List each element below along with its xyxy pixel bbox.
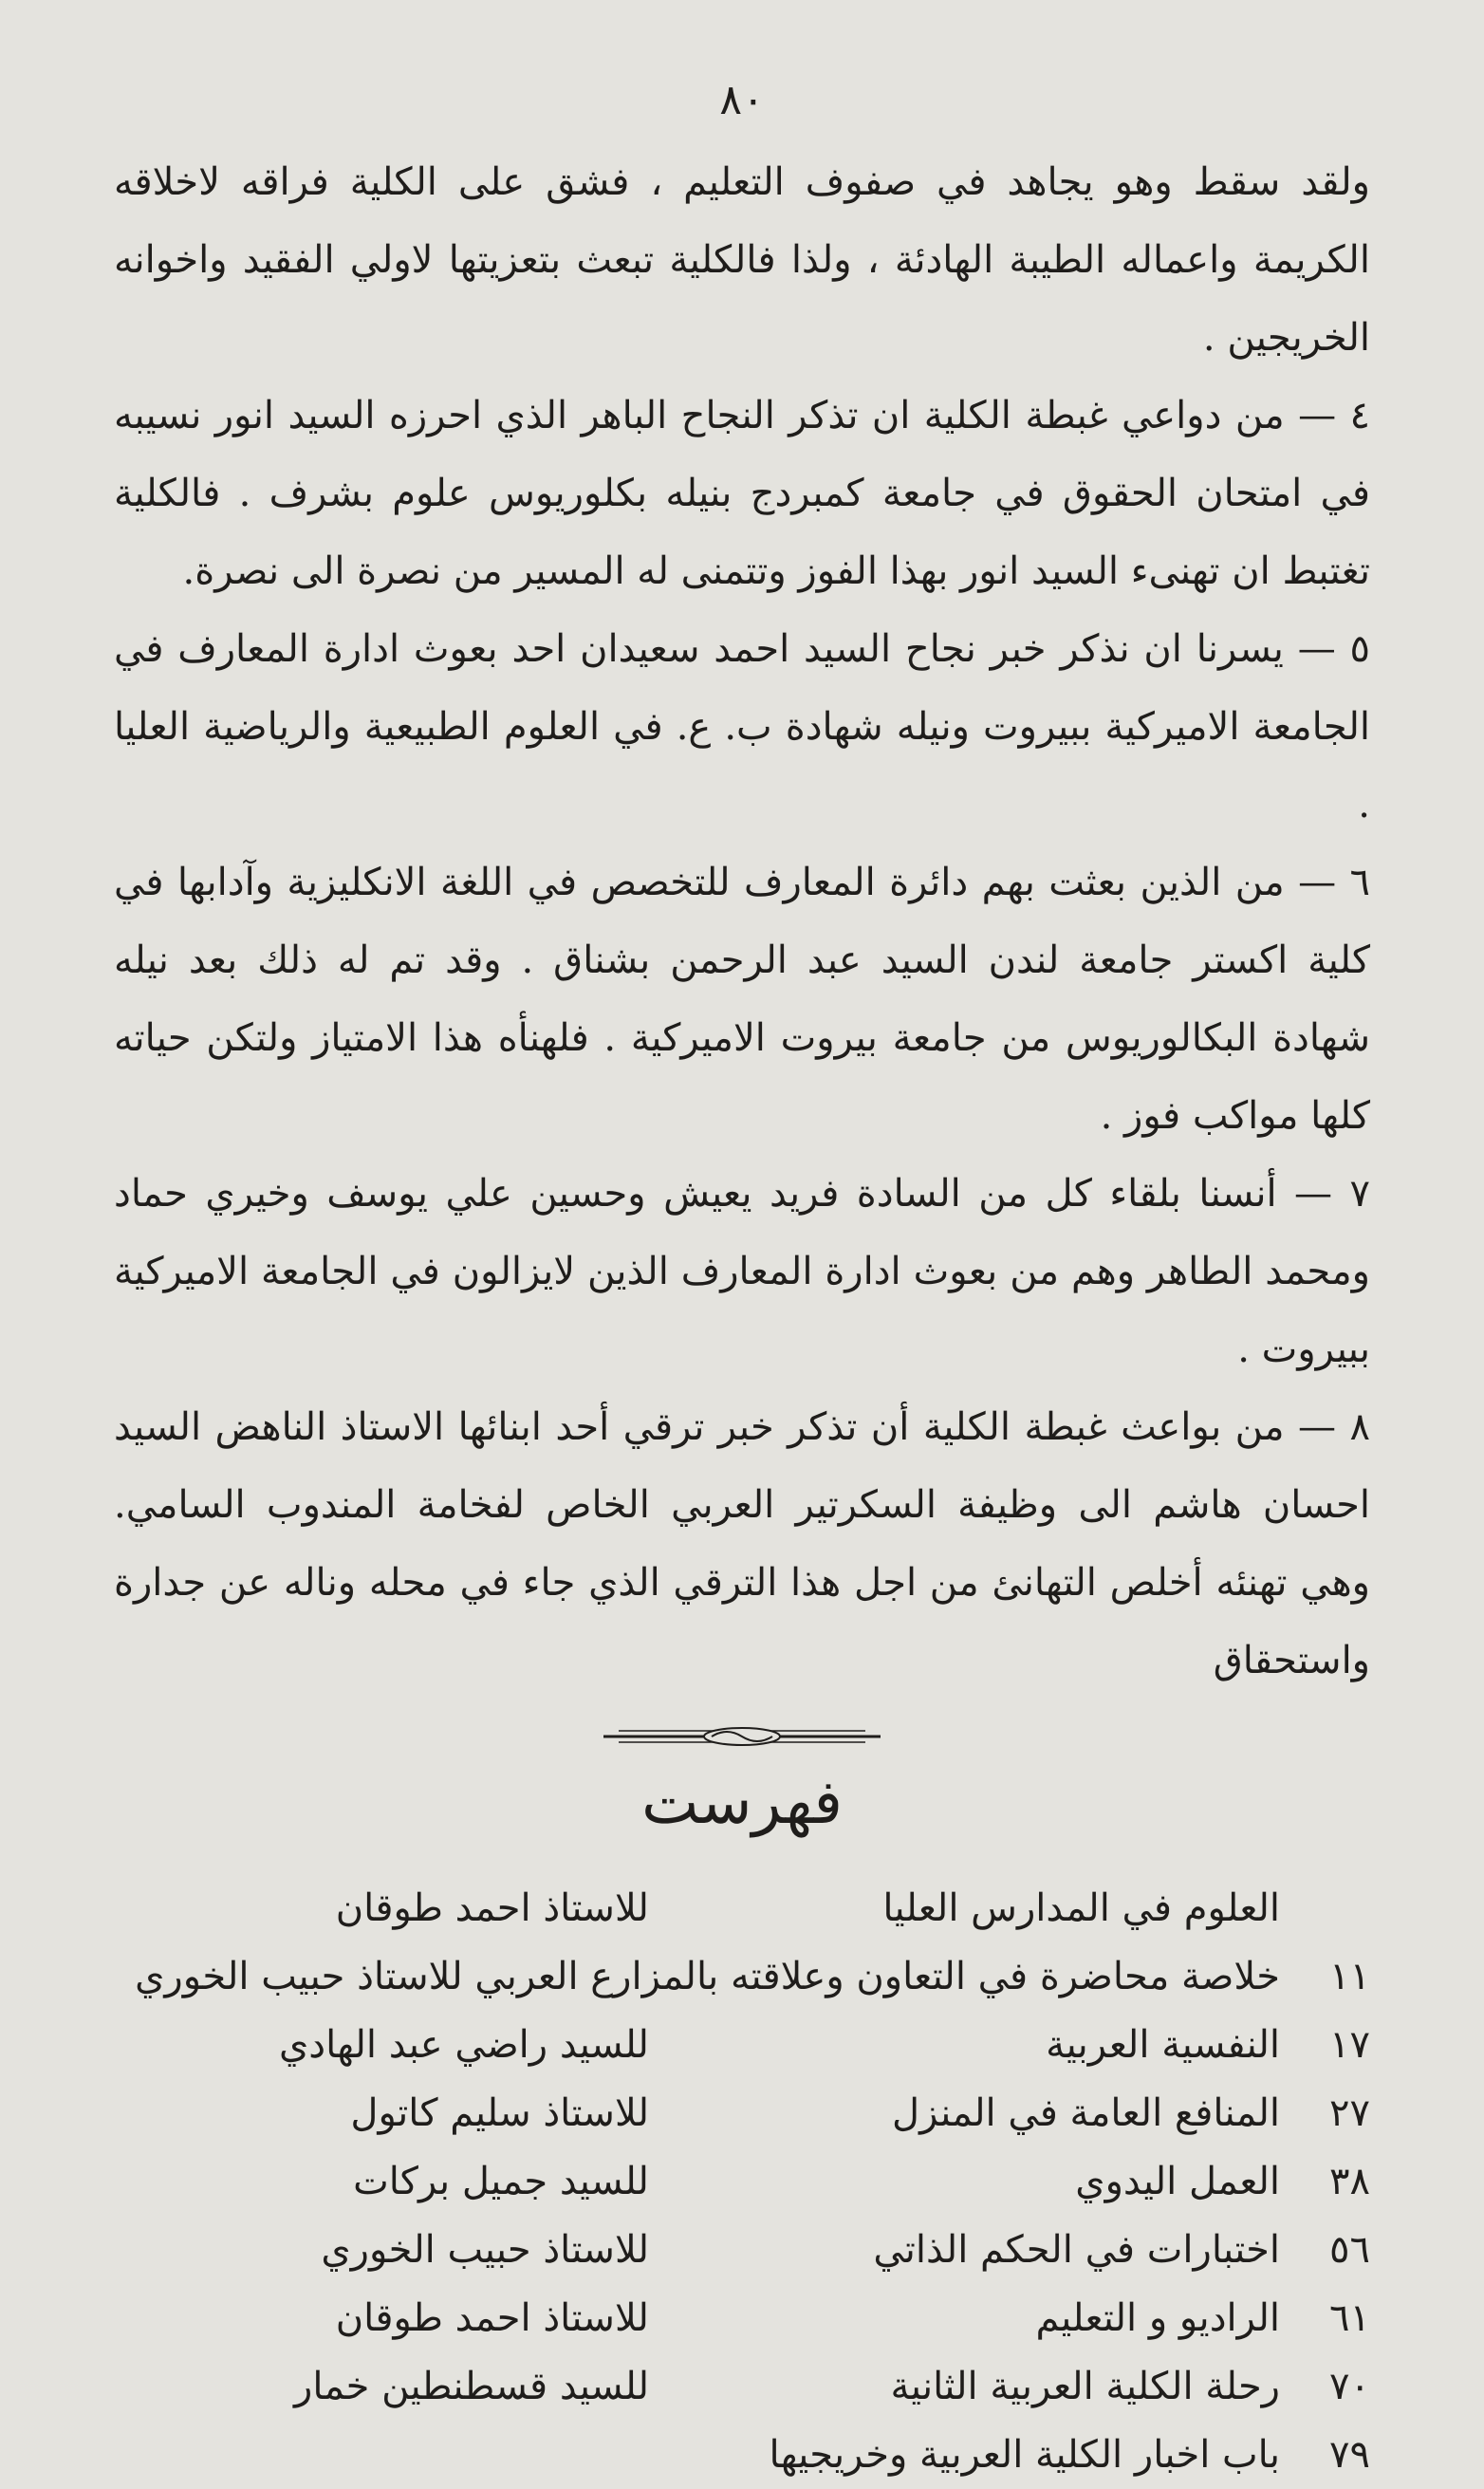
toc-entry	[114, 1874, 1370, 1942]
toc-entry	[114, 2079, 1370, 2147]
toc-page-number: ٢٧	[1329, 2091, 1370, 2135]
toc-page-number: ٥٦	[1329, 2228, 1370, 2272]
ornament-icon	[600, 1722, 884, 1751]
toc-entry	[114, 1942, 1370, 2011]
paragraph: ٦ — من الذين بعثت بهم دائرة المعارف للتخصص في اللغة الانكليزية وآدابها في كلية اكستر جامعة لندن السيد عبد الرحمن بشناق . وقد تم له ذلك بعد نيله شهادة البكالوريوس من جامعة بيروت الاميركية . فلهنأه هذا الامتياز ولتكن حياته كلها مواكب فوز .	[114, 861, 1370, 1138]
toc-entry	[114, 2421, 1370, 2489]
toc-entry-author: للسيد راضي عبد الهادي	[278, 2023, 649, 2067]
toc-page-number: ٧٠	[1329, 2365, 1370, 2408]
toc-entry-title: الراديو و التعليم	[1035, 2296, 1280, 2340]
paragraph: ٥ — يسرنا ان نذكر خبر نجاح السيد احمد سعيدان احد بعوث ادارة المعارف في الجامعة الاميركية ببيروت ونيله شهادة ب. ع. في العلوم الطبيعية والرياضية العليا .	[114, 627, 1370, 827]
toc-entry	[114, 2011, 1370, 2079]
toc-entry-author: للاستاذ احمد طوقان	[335, 1886, 649, 1930]
toc-entry-title: العمل اليدوي	[1075, 2160, 1280, 2203]
toc-entry	[114, 2352, 1370, 2421]
toc-page-number: ٣٨	[1329, 2160, 1370, 2203]
toc-entry	[114, 2284, 1370, 2352]
divider-ornament	[114, 1722, 1370, 1751]
table-of-contents	[114, 1874, 1370, 2489]
toc-entry-title: اختبارات في الحكم الذاتي	[873, 2228, 1280, 2272]
toc-entry-title: رحلة الكلية العربية الثانية	[890, 2365, 1280, 2408]
page-number: ٨٠	[719, 76, 765, 124]
toc-page-number: ١٧	[1329, 2023, 1370, 2067]
toc-title: فهرست	[641, 1768, 843, 1838]
paragraph: ٤ — من دواعي غبطة الكلية ان تذكر النجاح الباهر الذي احرزه السيد انور نسيبه في امتحان الحقوق في جامعة كمبردج بنيله بكلوريوس علوم بشرف . فالكلية تغتبط ان تهنىء السيد انور بهذا الفوز وتتمنى له المسير من نصرة الى نصرة.	[114, 394, 1370, 593]
toc-entry-title: باب اخبار الكلية العربية وخريجيها	[769, 2433, 1280, 2477]
toc-entry	[114, 2147, 1370, 2216]
toc-entry-author: للاستاذ احمد طوقان	[335, 2296, 649, 2340]
toc-entry-author: للاستاذ حبيب الخوري	[321, 2228, 649, 2272]
toc-page-number: ١١	[1329, 1955, 1370, 1998]
toc-page-number: ٧٩	[1329, 2433, 1370, 2477]
toc-entry-author: للسيد قسطنطين خمار	[294, 2365, 649, 2408]
news-section	[114, 143, 1370, 1700]
toc-entry	[114, 2216, 1370, 2284]
toc-entry-author: للسيد جميل بركات	[353, 2160, 649, 2203]
paragraph: ٧ — أنسنا بلقاء كل من السادة فريد يعيش وحسين علي يوسف وخيري حماد ومحمد الطاهر وهم من بعوث ادارة المعارف الذين لايزالون في الجامعة الاميركية ببيروت .	[114, 1172, 1370, 1371]
toc-entry-title: خلاصة محاضرة في التعاون وعلاقته بالمزارع العربي للاستاذ حبيب الخوري	[135, 1955, 1280, 1998]
paragraph: ٨ — من بواعث غبطة الكلية أن تذكر خبر ترقي أحد ابنائها الاستاذ الناهض السيد احسان هاشم الى وظيفة السكرتير العربي الخاص لفخامة المندوب السامي. وهي تهنئه أخلص التهانئ من اجل هذا الترقي الذي جاء في محله وناله عن جدارة واستحقاق	[114, 1405, 1370, 1682]
toc-entry-title: العلوم في المدارس العليا	[882, 1886, 1280, 1930]
toc-entry-author: للاستاذ سليم كاتول	[350, 2091, 649, 2135]
toc-entry-title: المنافع العامة في المنزل	[892, 2091, 1280, 2135]
toc-entry-title: النفسية العربية	[1046, 2023, 1280, 2067]
paragraph: ولقد سقط وهو يجاهد في صفوف التعليم ، فشق على الكلية فراقه لاخلاقه الكريمة واعماله الطيبة الهادئة ، ولذا فالكلية تبعث بتعزيتها لاولي الفقيد واخوانه الخريجين .	[114, 160, 1370, 360]
toc-page-number: ٦١	[1329, 2296, 1370, 2340]
